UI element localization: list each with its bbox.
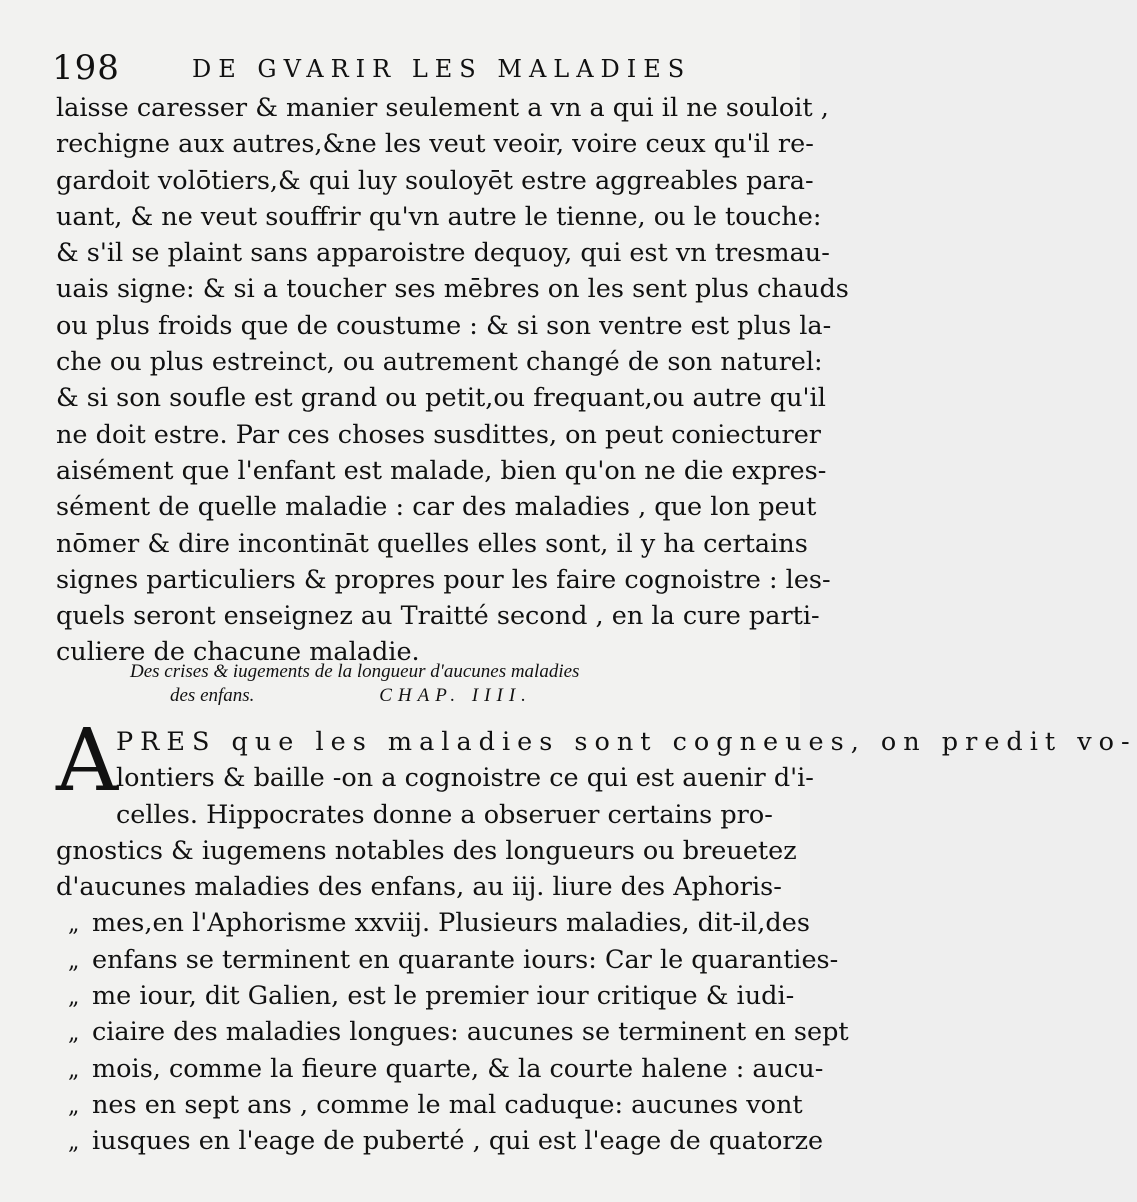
line-text: mois, comme la fieure quarte, & la courte halene : aucu-: [92, 1053, 824, 1084]
text-line: quels seront enseignez au Traitté second , en la cure parti-: [56, 601, 820, 632]
quotation-mark: „: [68, 1130, 80, 1156]
text-line: sément de quelle maladie : car des maladies , que lon peut: [56, 492, 817, 523]
text-line: [56, 724, 1137, 760]
line-text: me iour, dit Galien, est le premier iour critique & iudi-: [92, 981, 795, 1012]
chapter-title-continuation: des enfans.: [170, 685, 255, 706]
drop-cap: A: [56, 711, 119, 811]
line-text: nes en sept ans , comme le mal caduque: aucunes vont: [92, 1089, 803, 1120]
line-text: d'aucunes maladies des enfans, au iij. liure des Aphoris-: [56, 872, 782, 903]
quoted-line: [56, 1123, 824, 1159]
text-line: rechigne aux autres,&ne les veut veoir, voire ceux qu'il re-: [56, 129, 814, 160]
chapter-title-line: Des crises & iugements de la longueur d'aucunes maladies: [130, 661, 580, 682]
chapter-title-line: [130, 684, 770, 708]
text-line: & s'il se plaint sans apparoistre dequoy, qui est vn tresmau-: [56, 238, 830, 269]
line-text: mes,en l'Aphorisme xxviij. Plusieurs maladies, dit-il,des: [92, 908, 810, 939]
text-line: aisément que l'enfant est malade, bien qu'on ne die expres-: [56, 455, 827, 486]
text-line: nōmer & dire incontināt quelles elles sont, il y ha certains: [56, 528, 808, 559]
text-line: [56, 833, 797, 869]
text-line: uant, & ne veut souffrir qu'vn autre le tienne, ou le touche:: [56, 201, 822, 232]
quotation-mark: „: [68, 1057, 80, 1083]
quoted-line: [56, 1051, 824, 1087]
text-line: & si son soufle est grand ou petit,ou frequant,ou autre qu'il: [56, 383, 826, 414]
quoted-line: [56, 1087, 803, 1123]
line-text: enfans se terminent en quarante iours: Car le quaranties-: [92, 944, 839, 975]
quotation-mark: „: [68, 1093, 80, 1119]
opening-text: PRES que les maladies sont cogneues, on predit vo-: [116, 727, 1137, 757]
text-line: [56, 760, 814, 796]
quoted-line: [56, 905, 810, 941]
line-text: iusques en l'eage de puberté , qui est l'eage de quatorze: [92, 1126, 824, 1157]
body-paragraph: [56, 90, 849, 671]
quotation-mark: „: [68, 948, 80, 974]
running-head: DE GVARIR LES MALADIES: [192, 55, 692, 83]
line-text: ciaire des maladies longues: aucunes se terminent en sept: [92, 1017, 849, 1048]
line-text: gnostics & iugemens notables des longueurs ou breuetez: [56, 835, 797, 866]
text-line: culiere de chacune maladie.: [56, 637, 420, 668]
quotation-mark: „: [68, 912, 80, 938]
text-line: signes particuliers & propres pour les faire cognoistre : les-: [56, 564, 831, 595]
line-text: celles. Hippocrates donne a obseruer certains pro-: [116, 799, 773, 830]
chapter-number: CHAP. IIII.: [379, 685, 532, 706]
quotation-mark: „: [68, 985, 80, 1011]
chapter-heading: [130, 660, 770, 708]
text-line: [56, 797, 776, 833]
text-line: che ou plus estreinct, ou autrement changé de son naturel:: [56, 347, 823, 378]
text-line: ou plus froids que de coustume : & si son ventre est plus la-: [56, 310, 832, 341]
text-line: uais signe: & si a toucher ses mēbres on les sent plus chauds: [56, 274, 849, 305]
quoted-line: [56, 1014, 849, 1050]
text-line: ne doit estre. Par ces choses susdittes, on peut coniecturer: [56, 419, 821, 450]
page-number: 198: [52, 48, 120, 88]
text-line: laisse caresser & manier seulement a vn a qui il ne souloit ,: [56, 93, 829, 123]
text-line: gardoit volōtiers,& qui luy souloyēt estre aggreables para-: [56, 165, 814, 196]
quoted-line: [56, 978, 795, 1014]
page-header: [52, 48, 772, 88]
chapter-paragraph: [56, 724, 1137, 1160]
quoted-line: [56, 942, 839, 978]
line-text: lontiers & baille -on a cognoistre ce qui est auenir d'i-: [116, 763, 814, 794]
text-line: [56, 869, 782, 905]
quotation-mark: „: [68, 1021, 80, 1047]
